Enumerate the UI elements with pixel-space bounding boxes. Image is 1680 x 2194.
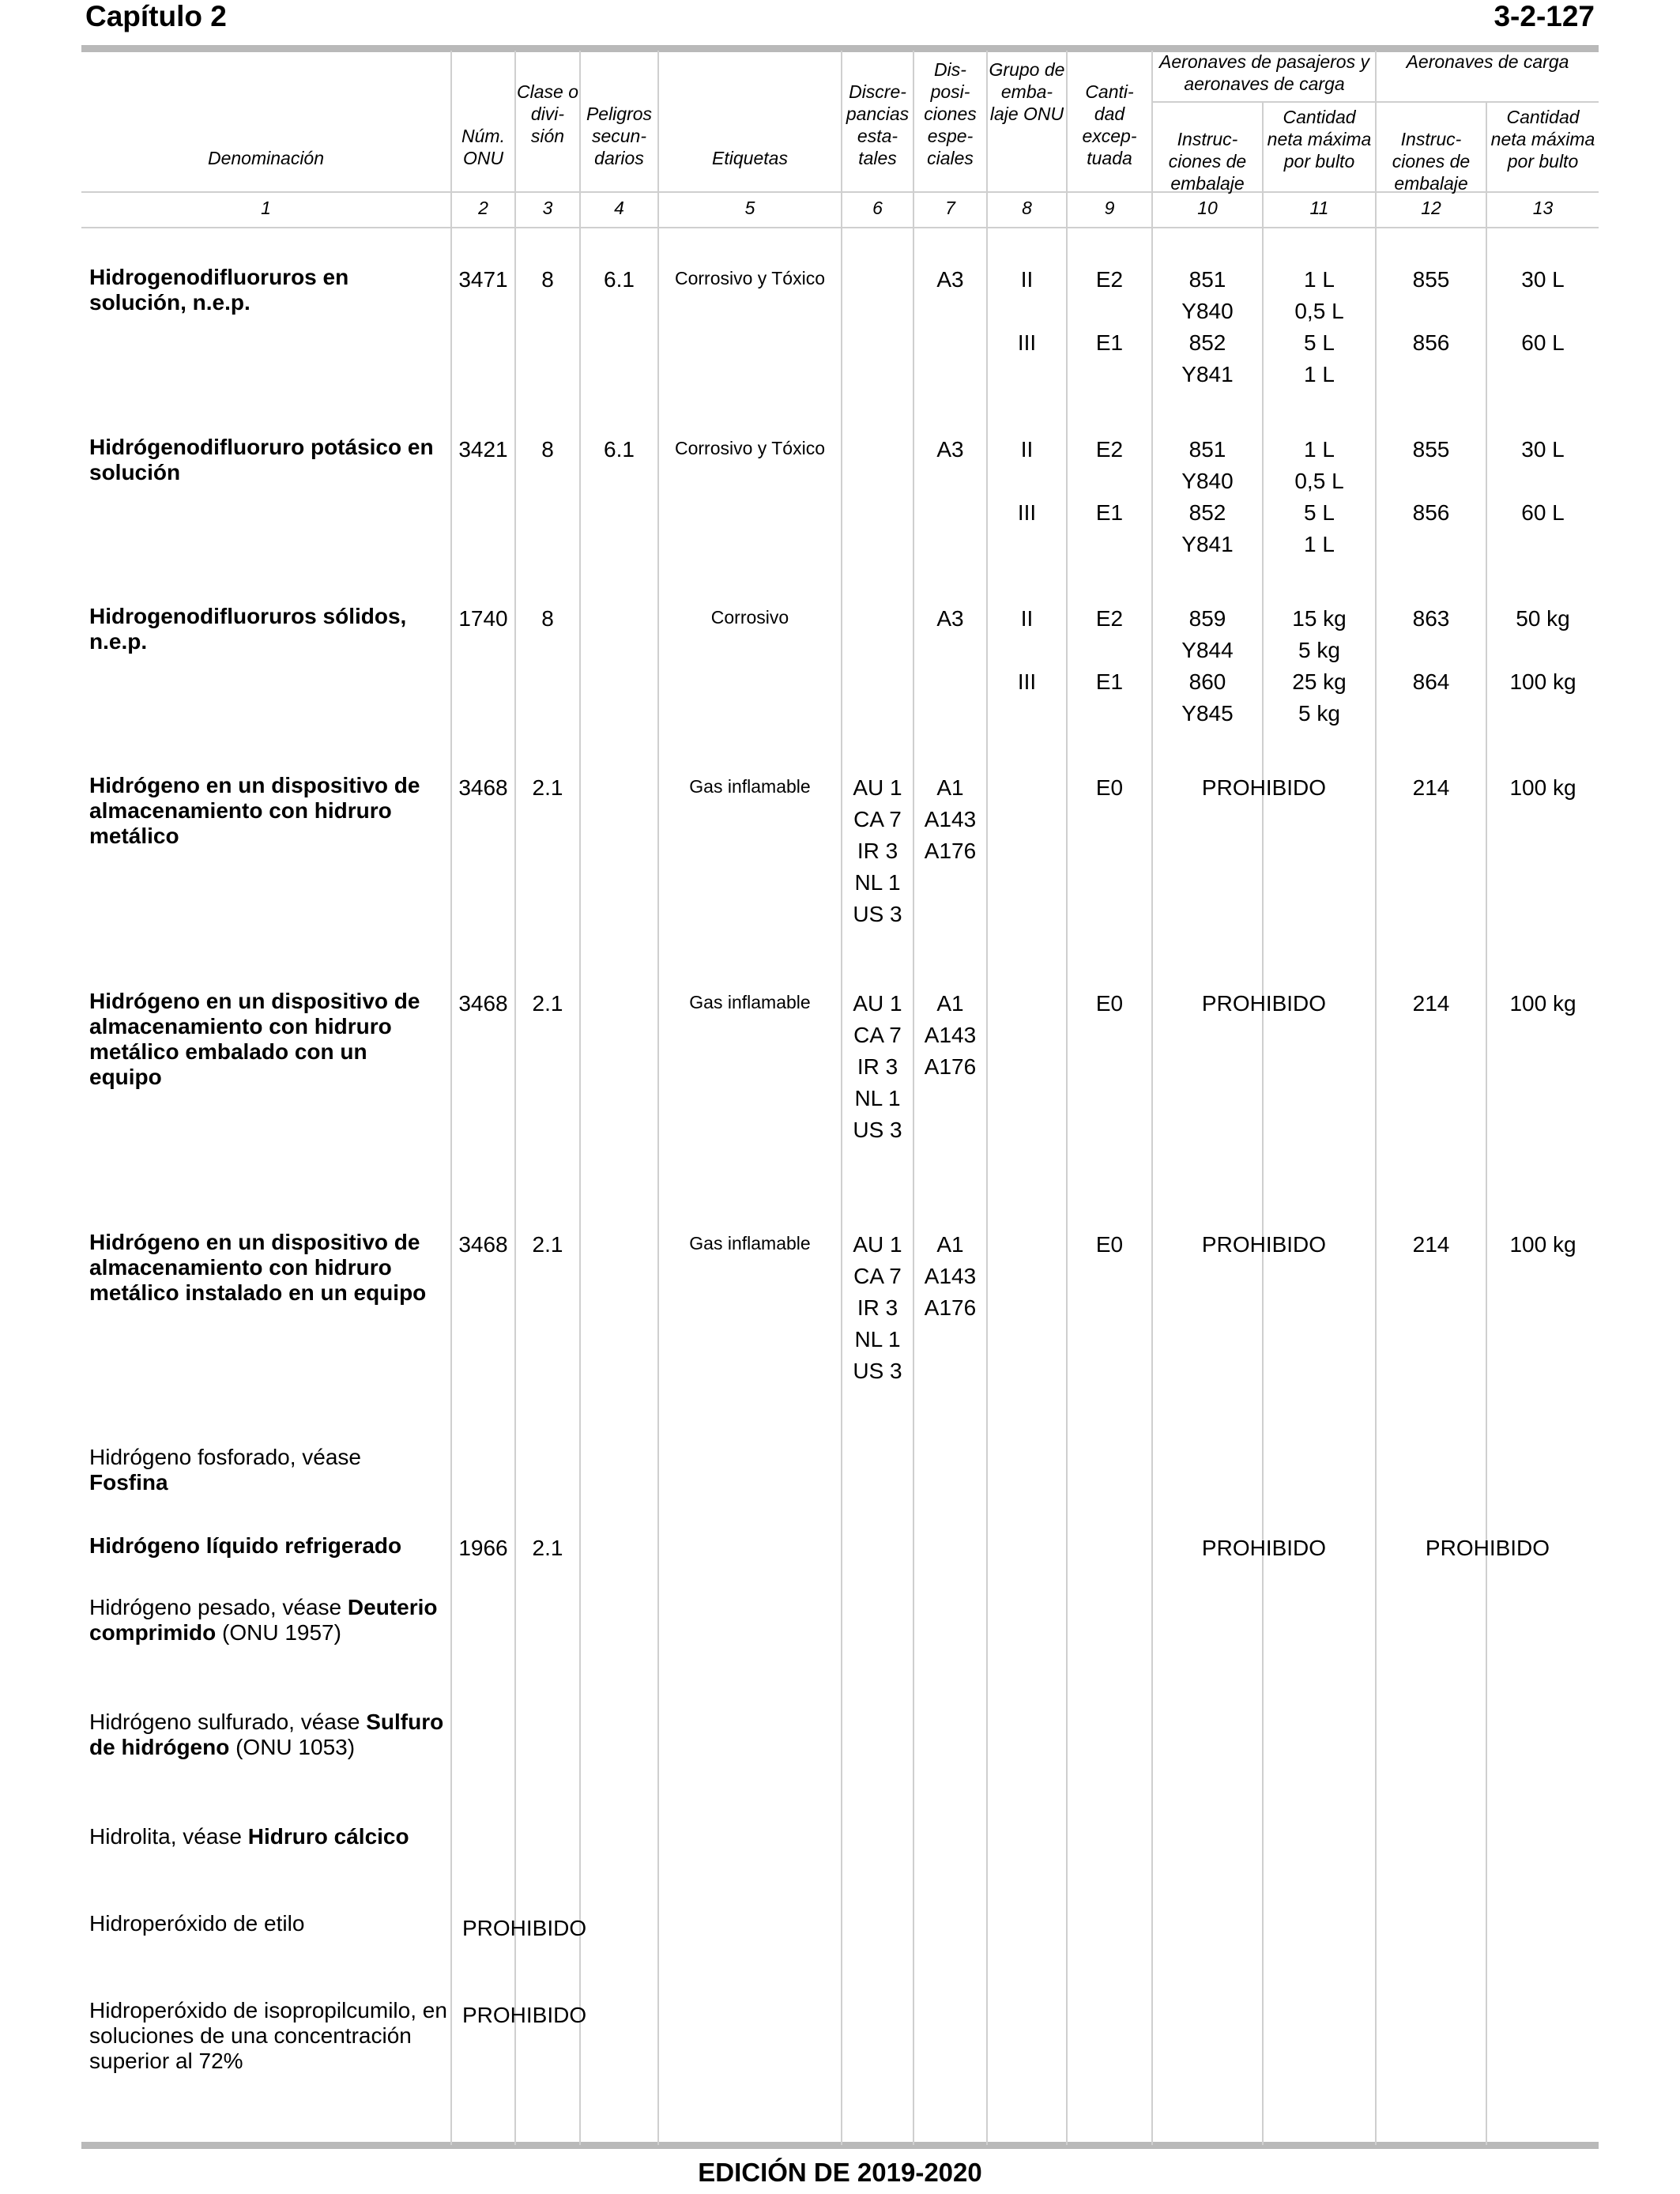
excepted-quantity: E0 [1095,775,1124,800]
ref-target: Sulfuro de hidrógeno [89,1710,444,1759]
header-peligros: Peligros secun- darios [586,104,653,168]
class-division: 8 [541,267,554,292]
bottom-rule [81,2142,1599,2149]
entry-name: Hidrógeno líquido refrigerado [89,1533,402,1558]
entry-name: Hidrógeno en un dispositivo de almacenamiento con hidruro metálico [89,773,420,848]
special-provisions: A3 [936,606,964,631]
pax-packing-instruction: 859 Y844 860 Y845 [1181,606,1234,726]
excepted-quantity: E0 [1095,1232,1124,1257]
excepted-quantity: E2 E1 [1095,437,1124,525]
col-number: 4 [614,198,624,218]
header-instrucciones-carga: Instruc- ciones de embalaje [1392,129,1471,194]
label-text: Corrosivo [710,607,789,628]
class-division: 2.1 [532,1232,563,1257]
col-number: 12 [1421,198,1441,218]
class-division: 2.1 [532,1536,563,1560]
excepted-quantity: E0 [1095,991,1124,1016]
header-cantidad-carga: Cantidad neta máxima por bulto [1490,107,1595,172]
ref-target: Hidruro cálcico [247,1824,409,1849]
header-denominacion: Denominación [207,148,325,168]
pax-forbidden: PROHIBIDO [1201,775,1327,800]
cargo-forbidden: PROHIBIDO [1425,1536,1550,1560]
un-number: 3468 [458,775,508,800]
state-variations: AU 1 CA 7 IR 3 NL 1 US 3 [853,775,902,926]
entry-name: Hidrogenodifluoruros en solución, n.e.p. [89,265,349,315]
pax-packing-instruction: 851 Y840 852 Y841 [1181,437,1234,556]
cargo-max-quantity: 100 kg [1509,991,1576,1016]
class-division: 2.1 [532,991,563,1016]
entry-name: Hidroperóxido de etilo [89,1911,305,1936]
cargo-max-quantity: 30 L 60 L [1521,267,1565,355]
header-aeronaves-carga: Aeronaves de carga [1406,51,1569,72]
ref-target: Fosfina [89,1470,168,1495]
cargo-packing-instruction: 855 856 [1412,267,1450,355]
col-number: 9 [1104,198,1115,218]
header-aeronaves-pasajeros: Aeronaves de pasajeros y aeronaves de carga [1159,51,1369,94]
subsidiary-hazard: 6.1 [604,437,635,462]
pax-max-quantity: 1 L 0,5 L 5 L 1 L [1294,267,1344,386]
header-cantidad-pax: Cantidad neta máxima por bulto [1267,107,1372,172]
header-clase: Clase o divi- sión [517,81,578,146]
subsidiary-hazard: 6.1 [604,267,635,292]
group-divider [1151,101,1599,103]
special-provisions: A3 [936,267,964,292]
packing-group: II III [1017,606,1037,694]
col-divider [514,51,516,2145]
ref-text: Hidrógeno pesado, véase [89,1595,348,1619]
cross-reference [89,1710,445,1760]
col-divider [913,51,914,2145]
col-number: 10 [1197,198,1218,218]
class-division: 2.1 [532,775,563,800]
cross-reference [89,1445,445,1495]
header-discrepancias: Discre- pancias esta- tales [846,81,910,168]
excepted-quantity: E2 E1 [1095,606,1124,694]
label-text: Gas inflamable [689,776,811,797]
header-cantidad-exceptuada: Canti- dad excep- tuada [1082,81,1137,168]
label-text: Gas inflamable [689,1233,811,1253]
state-variations: AU 1 CA 7 IR 3 NL 1 US 3 [853,991,902,1142]
col-number: 7 [945,198,955,218]
pax-forbidden: PROHIBIDO [1201,991,1327,1016]
edition-footer: EDICIÓN DE 2019-2020 [698,2158,982,2187]
col-number: 8 [1022,198,1032,218]
special-provisions: A1 A143 A176 [924,1232,977,1320]
ref-text: Hidrógeno sulfurado, véase [89,1710,367,1734]
col-divider [1262,103,1264,2145]
pax-max-quantity: 15 kg 5 kg 25 kg 5 kg [1292,606,1347,726]
col-number: 1 [261,198,271,218]
cargo-max-quantity: 30 L 60 L [1521,437,1565,525]
chapter-title: Capítulo 2 [85,0,227,32]
cargo-packing-instruction: 214 [1412,991,1450,1016]
cross-reference [89,1595,445,1646]
class-division: 8 [541,606,554,631]
excepted-quantity: E2 E1 [1095,267,1124,355]
forbidden-all: PROHIBIDO [462,1916,587,1940]
col-divider [1066,51,1068,2145]
un-number: 3421 [458,437,508,462]
header-divider [81,191,1599,193]
col-divider [1375,51,1377,2145]
state-variations: AU 1 CA 7 IR 3 NL 1 US 3 [853,1232,902,1383]
cargo-packing-instruction: 863 864 [1412,606,1450,694]
label-text: Gas inflamable [689,992,811,1012]
pax-forbidden: PROHIBIDO [1201,1536,1327,1560]
cargo-packing-instruction: 855 856 [1412,437,1450,525]
col-number: 13 [1532,198,1554,218]
pax-max-quantity: 1 L 0,5 L 5 L 1 L [1294,437,1344,556]
un-number: 3471 [458,267,508,292]
entry-name: Hidrógeno en un dispositivo de almacenamiento con hidruro metálico instalado en un equipo [89,1230,427,1305]
col-divider [579,51,581,2145]
header-disposiciones: Dis- posi- ciones espe- ciales [924,59,977,168]
header-etiquetas: Etiquetas [712,148,788,168]
col-divider [450,51,452,2145]
col-number: 3 [542,198,553,218]
pax-forbidden: PROHIBIDO [1201,1232,1327,1257]
ref-text: Hidrógeno fosforado, véase [89,1445,361,1469]
packing-group: II III [1017,267,1037,355]
class-division: 8 [541,437,554,462]
col-number: 11 [1309,198,1329,218]
special-provisions: A3 [936,437,964,462]
col-number: 5 [744,198,755,218]
ref-target: Deuterio comprimido [89,1595,438,1645]
header-num-onu: Núm. ONU [461,126,505,168]
forbidden-all: PROHIBIDO [462,2003,587,2027]
cross-reference [89,1824,445,1849]
entry-name: Hidroperóxido de isopropilcumilo, en soluciones de una concentración superior al 72% [89,1998,447,2073]
cargo-max-quantity: 100 kg [1509,1232,1576,1257]
cargo-packing-instruction: 214 [1412,775,1450,800]
un-number: 3468 [458,1232,508,1257]
un-number: 3468 [458,991,508,1016]
special-provisions: A1 A143 A176 [924,775,977,863]
colnum-divider [81,227,1599,228]
ref-suffix: (ONU 1957) [216,1620,341,1645]
un-number: 1740 [458,606,508,631]
col-divider [986,51,988,2145]
col-divider [657,51,659,2145]
cargo-packing-instruction: 214 [1412,1232,1450,1257]
cargo-max-quantity: 100 kg [1509,775,1576,800]
header-instrucciones-pax: Instruc- ciones de embalaje [1168,129,1247,194]
col-divider [1486,103,1487,2145]
page-number: 3-2-127 [1494,0,1595,32]
packing-group: II III [1017,437,1037,525]
pax-packing-instruction: 851 Y840 852 Y841 [1181,267,1234,386]
entry-name: Hidrógenodifluoruro potásico en solución [89,435,434,484]
ref-text: Hidrolita, véase [89,1824,248,1849]
label-text: Corrosivo y Tóxico [674,268,826,288]
label-text: Corrosivo y Tóxico [674,438,826,458]
entry-name: Hidrógeno en un dispositivo de almacenamiento con hidruro metálico embalado con un equipo [89,989,420,1089]
cargo-max-quantity: 50 kg 100 kg [1509,606,1576,694]
special-provisions: A1 A143 A176 [924,991,977,1079]
ref-suffix: (ONU 1053) [229,1735,356,1759]
col-number: 2 [478,198,488,218]
un-number: 1966 [458,1536,508,1560]
header-grupo: Grupo de emba- laje ONU [989,59,1065,124]
col-number: 6 [872,198,883,218]
entry-name: Hidrogenodifluoruros sólidos, n.e.p. [89,604,407,654]
